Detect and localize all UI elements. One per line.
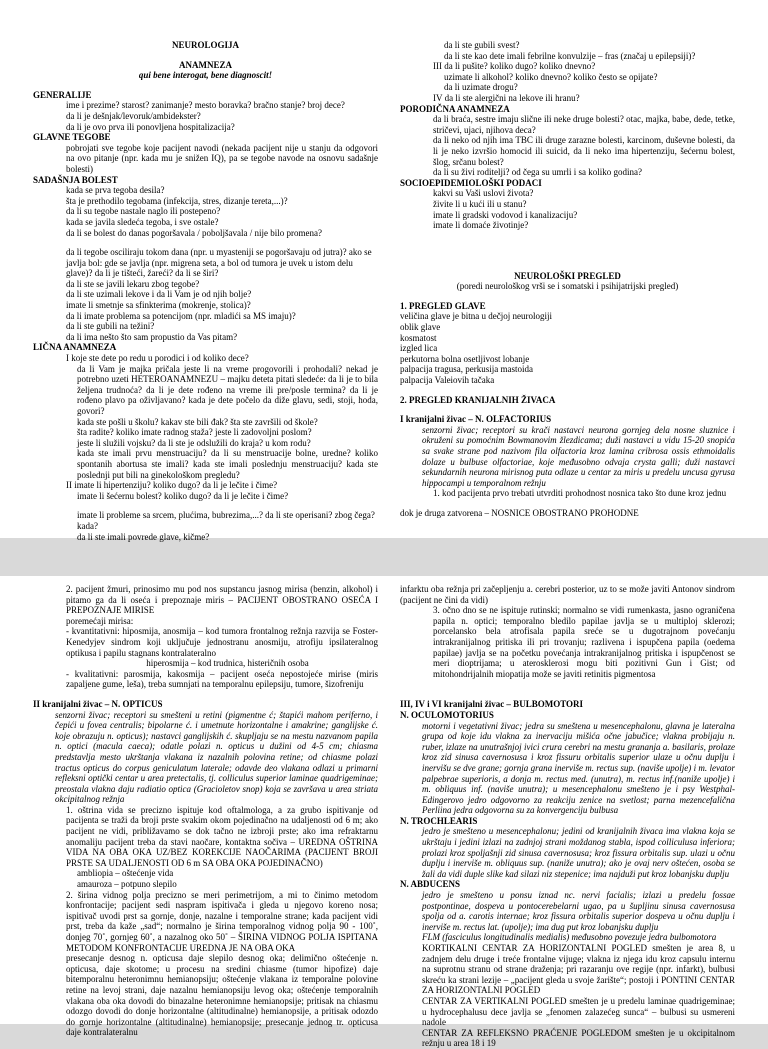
text-paragraph — [400, 679, 735, 699]
text-paragraph: GLAVNE TEGOBE — [33, 132, 111, 143]
text-paragraph: perkutorna bolna osetljivost lobanje — [400, 353, 530, 364]
text-paragraph: jedro je smešteno u ponsu iznad nc. nervi facialis; izlazi u predelu fossae postpontinae, dospeva u pontocerebelarni ugao, pa u šupljinu sinusa cavernosusa spolja od a. carotis internae; kroz fissura orbitalis superior dospeva u očnu duplju i inerviše m. rectus lat. (upolje); ima dug put kroz lobanjsku duplju — [422, 890, 735, 932]
page-1-left-column — [33, 40, 378, 542]
text-paragraph — [33, 690, 378, 699]
text-paragraph — [33, 81, 378, 90]
text-paragraph: imate li domaće životinje? — [433, 220, 529, 231]
page-2 — [0, 576, 768, 1049]
text-paragraph: kada ste imali prvu menstruaciju? da li su menstruacije bolne, uredne? koliko spontanih abortusa ste imali? kada ste imali poslednju menstruaciju? kada ste poslednji put bili na ginekološkom pregledu? — [77, 448, 378, 480]
text-paragraph: kada ste pošli u školu? kakav ste bili đak? šta ste završili od škole? — [77, 416, 318, 427]
text-paragraph: da li uzimate drogu? — [444, 82, 518, 93]
text-paragraph: da li ima nešto što sam propustio da Vas pitam? — [66, 331, 238, 342]
text-paragraph: N. TROCHLEARIS — [400, 815, 478, 826]
text-paragraph: 2. širina vidnog polja precizno se meri perimetrijom, a mi to činimo metodom konfrontacije; pacijent sedi naspram ispitivača i gleda u njegovo koreno nosa; ispitivač uvodi prst sa gornje, donje, nazalne i temporalne strane; kada pacijent vidi prst, treba da kaže „sad“; normalno je širina temporalnog vidnog polja 90 - 100˚, donjeg 70˚, gornjeg 60˚, a nazalnog oko 50˚ – ŠIRINA VIDNOG POLJA ISPITANA METODOM KONFRONTACIJE UREDNA JE NA OBA OKA — [66, 889, 378, 953]
text-paragraph: NEUROLOGIJA — [171, 40, 239, 50]
text-paragraph: 1. oštrina vida se precizno ispituje kod oftalmologa, a za grubo ispitivanje od pacijenta se traži da broji prste svakim okom pojedinačno na udaljenosti od 6 m; ako pacijent ne vidi, približavamo se dok tačno ne izbroji prste; ako ima refraktarnu anomaliju pacijent treba da stavi naočare, kontaktna sočiva – UREDNA OŠTRINA VIDA NA OBA OKA UZ/BEZ KOREKCIJE NAOČARIMA (PACIJENT BROJI PRSTE SA UDALJENOSTI OD 6 m SA OBA OKA POJEDINAČNO) — [66, 804, 378, 868]
text-paragraph: 2. PREGLED KRANIJALNIH ŽIVACA — [400, 394, 556, 405]
text-paragraph: I koje ste dete po redu u porodici i od koliko dece? — [66, 353, 249, 364]
text-paragraph: da li tegobe osciliraju tokom dana (npr. u myasteniji se pogoršavaju od jutra)? ako se javlja bol: gde se javlja (npr. migrena seta, a bol od tumora je uvek u istom delu glave)? da li je tišteći, žareći? da li se širi? — [66, 247, 372, 279]
text-paragraph: senzorni živac; receptori su krači nastavci neurona gornjeg dela nosne sluznice i okruženi su pomoćnim Bowmanovim žlezdicama; duži nastavci u vidu 15-20 snopića sa svake strane pod nazivom fila olfactoria kroz lamina cribrosa ossis ethmoidalis dolaze u bulbuse olfactoriae, koje međusobno odvaja crysta galli; duži nastavci sekundarnih neurona mirisnog puta odlaze u centar za miris u predelu uncusa gyrusa hippocampi u temporalnom režnju — [422, 424, 735, 488]
text-paragraph: ambliopia – oštećenje vida — [77, 868, 174, 879]
text-paragraph: PORODIČNA ANAMNEZA — [400, 103, 510, 114]
text-paragraph: N. OCULOMOTORIUS — [400, 709, 494, 720]
text-paragraph — [33, 51, 378, 60]
text-paragraph: kosmatost — [400, 332, 437, 343]
text-paragraph: 2. pacijent žmuri, prinosimo mu pod nos supstancu jasnog mirisa (benzin, alkohol) i pitamo ga da li oseća i prepoznaje miris – PACIJENT OBOSTRANO OSEĆA I PREPOZNAJE MIRISE — [66, 584, 378, 616]
text-paragraph: šta je prethodilo tegobama (infekcija, stres, dizanje tereta,...)? — [66, 195, 288, 206]
text-paragraph: da li su tegobe nastale naglo ili postepeno? — [66, 206, 221, 217]
text-paragraph: I kranijalni živac – N. OLFACTORIUS — [400, 414, 552, 425]
text-paragraph: NEUROLOŠKI PREGLED — [514, 270, 621, 281]
text-paragraph: imate li gradski vodovod i kanalizaciju? — [433, 209, 578, 220]
text-paragraph: kada se prva tegoba desila? — [66, 185, 165, 196]
text-paragraph: II kranijalni živac – N. OPTICUS — [33, 698, 163, 709]
text-paragraph: infarktu oba režnja pri začepljenju a. cerebri posterior, uz to se može javiti Antonov sindrom (pacijent ne čini da vidi) — [400, 584, 735, 605]
text-paragraph — [400, 251, 735, 271]
text-paragraph: amauroza – potpuno slepilo — [77, 879, 177, 890]
text-paragraph: GENERALIJE — [33, 89, 92, 100]
text-paragraph: ime i prezime? starost? zanimanje? mesto boravka? bračno stanje? broj dece? — [66, 100, 345, 111]
text-paragraph: da li Vam je majka pričala jeste li na vreme progovorili i prohodali? nekad je potrebno uzeti HETEROANAMNEZU – majku deteta pitati sledeće: da li je to bila željena trudnoća? da li je dete rođeno na vreme ili pre/posle termina? da li je rođeno plavo pa oživljavano? kada je dete počelo da diže glavu, sedi, stoji, hoda, govori? — [77, 363, 378, 416]
text-paragraph: jedro je smešteno u mesencephalonu; jedini od kranijalnih živaca ima vlakna koja se ukrštaju i jedini izlazi na zadnjoj strani moždanog stabla, ispod colliculusa inferiora; prolazi kroz spoljašnji zid sinusa cavernosusa; kroz fissura orbitalis sup. ulazi u očnu duplju i inerviše m. obliquus sup. (naniže unutra); ako je ovaj nerv oštećen, osoba se žali da vidi duple slike kad silazi niz stepenice; ima najduži put kroz lobanjsku duplju — [422, 826, 735, 879]
page-1-right-column — [400, 40, 735, 519]
text-paragraph: IV da li ste alergični na lekove ili hranu? — [433, 92, 580, 103]
text-paragraph: palpacija tragusa, perkusija mastoida — [400, 364, 533, 375]
text-paragraph: da li se bolest do danas pogoršavala / poboljšavala / nije bilo promena? — [66, 227, 322, 238]
text-paragraph: III, IV i VI kranijalni živac – BULBOMOTORI — [400, 699, 584, 710]
text-paragraph: ANAMNEZA — [179, 59, 232, 70]
page-2-right-column — [400, 584, 735, 1049]
text-paragraph — [400, 231, 735, 251]
text-paragraph: III da li pušite? koliko dugo? koliko dnevno? — [433, 61, 596, 72]
text-paragraph: pobrojati sve tegobe koje pacijent navodi (nekada pacijent nije u stanju da odgovori na ovo pitanje (npr. kada mu je snižen IQ), pa se tegobe navode na osnovu sadašnje bolesti) — [66, 142, 378, 174]
text-paragraph: FLM (fasciculus longitudinalis medialis) međusobno povezuje jedra bulbomotora — [422, 932, 717, 943]
text-paragraph: - kvalitativni: parosmija, kakosmija – pacijent oseća nepostojeće mirise (miris zapaljene gume, leša), treba sumnjati na temporalnu epilepsiju, tumore, šizofreniju — [66, 668, 378, 690]
text-paragraph: da li ste gubili na težini? — [66, 321, 155, 332]
text-paragraph: CENTAR ZA VERTIKALNI POGLED smešten je u predelu laminae quadrigeminae; u hydrocephalusu dece javlja se „fenomen zalazećeg sunca“ – bulbusi su usmereni nadole — [422, 995, 735, 1028]
text-paragraph: N. ABDUCENS — [400, 879, 461, 890]
text-paragraph: kada se javila sledeća tegoba, i sve ostale? — [66, 216, 219, 227]
text-paragraph: hiperosmija – kod trudnica, histeričnih osoba — [146, 658, 309, 669]
text-paragraph: LIČNA ANAMNEZA — [33, 342, 117, 353]
text-paragraph: qui bene interogat, bene diagnoscit! — [138, 70, 273, 81]
text-paragraph: šta radite? koliko imate radnog staža? jeste li zadovoljni poslom? — [77, 427, 312, 438]
text-paragraph — [400, 405, 735, 414]
text-paragraph: da li braća, sestre imaju sličnе ili neke druge bolesti? otac, majka, babe, dede, tetke, stričevi, ujaci, njihova deca? — [433, 114, 735, 135]
text-paragraph — [33, 501, 378, 510]
text-paragraph: imate li smetnje sa sfinkterima (mokrenje, stolica)? — [66, 300, 251, 311]
page-2-left-column — [33, 584, 378, 1038]
text-paragraph: 3. očno dno se ne ispituje rutinski; normalno se vidi rumenkasta, jasno ograničena papila n. optici; temporalno bledilo papilae javlja se u multiploj sklerozi; porcelansko bela atrofisala papila sreće se u dugotrajnom povećanju intrakranijalnog pritiska ili pri trovanju; razlivena i ispupčena papila (oedema papilae) javlja se na početku povećanja intrakranijalnog pritiska i ispupčenost se meri dioptrijama; u ateroskleroзi mogu biti pozitivni Gun i Gist; od mitohondrijalnih miopatija može se javiti retinitis pigmentosa — [433, 605, 735, 679]
text-paragraph: CENTAR ZA REFLEKSNO PRAĆENJE POGLEDOM smešten je u okcipitalnom režnju u area 18 i 19 — [422, 1027, 735, 1049]
text-paragraph: SADAŠNJA BOLEST — [33, 174, 118, 185]
text-paragraph: KORTIKALNI CENTAR ZA HORIZONTALNI POGLED smešten je area 8, u zadnjem delu druge i treće frontalne vijuge; vlakna iz njega idu kroz capsulu internu na suprotnu stranu od strane draženja; pri razaranju ove regije (npr. infarkt), bulbusi skreću ka strani lezije – „pacijent gleda u svoje žarište“; postoji i PONTINI CENTAR ZA HORIZONTALNI POGLED — [422, 943, 735, 996]
text-paragraph: da li su živi roditelji? od čega su umrli i sa koliko godina? — [433, 167, 642, 178]
text-paragraph — [400, 499, 735, 508]
text-paragraph: oblik glave — [400, 322, 441, 333]
text-paragraph: jeste li služili vojsku? da li ste je odslužili do kraja? u kom rodu? — [77, 437, 311, 448]
text-paragraph: veličina glave je bitna u dečjoj neurologiji — [400, 311, 552, 322]
text-paragraph: izgled lica — [400, 343, 438, 354]
text-paragraph: II imate li hipertenziju? koliko dugo? da li je lečite i čime? — [66, 480, 278, 491]
text-paragraph: uzimate li alkohol? koliko dnevno? koliko često se opijate? — [444, 71, 658, 82]
text-paragraph: imate li šećernu bolest? koliko dugo? da li je lečite i čime? — [77, 490, 289, 501]
text-paragraph: palpacija Valeiovih tačaka — [400, 375, 495, 386]
text-paragraph: da li ste kao dete imali febrilne konvulzije – fras (značaj u epilepsiji)? — [444, 50, 696, 61]
text-paragraph: presecanje desnog n. opticusa daje slepilo desnog oka; delimično oštećenje n. opticusa, daje skotome; u procesu na sredini chiasme (tumor hipofize) daje bitemporalnu heteronimnu hemianopsiju; oštećenje vlakana iz temporalne polovine retine na levoj strani, daje nazalnu hemianopsiju levog oka; oštećenje temporalnih vlakana oba oka dovodi do binazalne heteronimne hemianopsije; pritisak na chiasmu odozgo dovodi do donje horizontalne (altitudinalne) hemianopsije, a pritisak odozdo do gornje horizontalne (altitudinalne) hemianopsije; presecanje jednog tr. opticusa daje kontralateralnu — [66, 953, 378, 1038]
text-paragraph: 1. PREGLED GLAVE — [400, 300, 486, 311]
text-paragraph: da li je ovo prva ili ponovljena hospitalizacija? — [66, 121, 235, 132]
text-paragraph: motorni i vegetativni živac; jedra su smeštena u mesencephalonu, glavna je lateralna grupa od koje idu vlakna za inervaciju mišića očne jabučice; vlakna probijaju n. ruber, izlaze na unutrašnjoj ivici crura cerebri na mestu grananja a. basilaris, prolaze kroz zid sinusa cavernosusa i kroz fissuru orbitalis superior ulaze u očnu duplju i inervišu se dve grane; gornja grana inerviše m. rectus sup. (naviše upolje) i m. levator palpebrae superioris, a donja m. rectus med. (unutra), m. rectus inf.(naniže upolje) i m. obliquus inf. (naviše unutra); u mesencephalonu smešteno je i psy Westphal-Edingerovo jedro odgovorno za reakciju zenice na svetlost; parna mezencefalična Perliina jedra odgovorna su za konvergenciju bulbusa — [422, 720, 735, 816]
text-paragraph: kakvi su Vaši uslovi života? — [433, 188, 534, 199]
text-paragraph: da li imate problema sa potencijom (npr. mladići sa MS imaju)? — [66, 310, 296, 321]
text-paragraph: da li ste se javili lekaru zbog tegobe? — [66, 278, 200, 289]
text-paragraph: senzorni živac; receptori su smešteni u retini (pigmentne ć; štapići mahom periferno, i čepići u fovea centralis; bipolarne ć. i umetnute horizontalne i amakrine; ganglijske ć. koje obrazuju n. opticus); nastavci ganglijskih ć. skupljaju se na mestu nazvanom papila n. optici (macula caeca); odatle polazi n. opticus u dužini od 4-5 cm; chiasma predstavlja mesto ukrštanja vlakana iz nazalnih polovina retine; od chiasme polazi tractus opticus do corpus geniculatum laterale; odavde deo vlakana odlazi u primarni refleksni optički centar u area pretectalis, tj. colliculus superior laminae quadrigeminae; preostala vlakna daju radiatio optica (Gracioletov snop) koja se završava u area striata okcipitalnog režnja — [55, 709, 378, 805]
text-paragraph: SOCIOEPIDEMIOLOŠKI PODACI — [400, 177, 542, 188]
text-paragraph: da li je dešnjak/levoruk/ambidekster? — [66, 110, 201, 121]
text-paragraph: da li ste uzimali lekove i da li Vam je od njih bolje? — [66, 289, 252, 300]
text-paragraph — [400, 386, 735, 395]
text-paragraph — [33, 238, 378, 247]
text-paragraph: - kvantitativni: hiposmija, anosmija – kod tumora frontalnog režnja razvija se Foster-Kenedyjev sindrom koji uključuje jednostranu anosmiju, atrofiju ipsilateralnog optikusa i papilu stagnans kontralateralno — [66, 626, 378, 658]
text-paragraph: živite li u kući ili u stanu? — [433, 198, 527, 209]
text-paragraph: da li neko od njih ima TBC ili druge zarazne bolesti, karcinom, duševne bolesti, da li je neko izvršio homocid ili suicid, da li neko ima hipertenziju, šećernu bolest, šlog, srčanu bolest? — [433, 135, 735, 167]
text-paragraph: da li ste gubili svest? — [444, 40, 520, 50]
text-paragraph: poremećaji mirisa: — [66, 615, 134, 626]
text-paragraph: 1. kod pacijenta prvo trebati utvrditi prohodnost nosnica tako što dune kroz jednu — [433, 488, 727, 499]
text-paragraph: da li ste imali povrede glave, kičme? — [77, 531, 210, 542]
text-paragraph: (poredi neurološkog vrši se i somatski i psihijatrijski pregled) — [456, 281, 679, 292]
text-paragraph: dok je druga zatvorena – NOSNICE OBOSTRANO PROHODNE — [400, 507, 639, 518]
text-paragraph: imate li probleme sa srcem, plućima, bubrezima,...? da li ste operisani? zbog čega? kada? — [77, 510, 375, 531]
text-paragraph — [400, 292, 735, 301]
